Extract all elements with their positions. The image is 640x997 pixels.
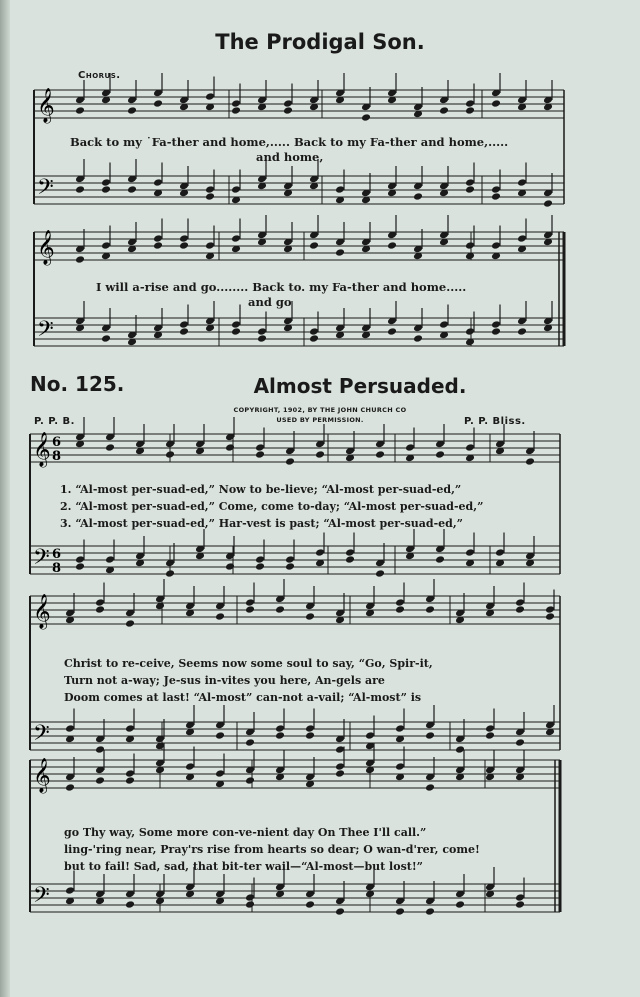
notehead — [515, 738, 525, 747]
hymn1-title: The Prodigal Son. — [215, 30, 425, 54]
svg-text:𝄢: 𝄢 — [33, 721, 50, 751]
notehead — [205, 192, 215, 201]
svg-text:𝄢: 𝄢 — [33, 883, 50, 913]
notehead — [387, 327, 397, 336]
notehead — [283, 106, 293, 115]
verse3-line2: Doom comes at last! “Al-most” can-not a-vail; “Al-most” is — [64, 691, 422, 704]
svg-text:𝄞: 𝄞 — [33, 432, 51, 467]
notehead — [425, 907, 435, 916]
verse2-line3: ling-'ring near, Pray'rs rise from hearts so dear; O wan-d'rer, come! — [64, 843, 480, 856]
notehead — [525, 457, 535, 466]
notehead — [465, 185, 475, 194]
notehead — [75, 185, 85, 194]
notehead — [153, 99, 163, 108]
hymn1-lyrics-line2-alt: and go — [248, 295, 292, 309]
notehead — [425, 605, 435, 614]
notehead — [375, 569, 385, 578]
notehead — [165, 569, 175, 578]
notehead — [231, 106, 241, 115]
notehead — [387, 241, 397, 250]
notehead — [231, 327, 241, 336]
notehead — [491, 192, 501, 201]
verse1-line1: 1. “Al-most per-suad-ed,” Now to be-lieve; “Al-most per-suad-ed,” — [60, 483, 462, 496]
notehead — [491, 327, 501, 336]
verse3-line3: but to fail! Sad, sad, that bit-ter wail—“Al-most—but lost!” — [64, 860, 423, 873]
notehead — [245, 738, 255, 747]
notehead — [309, 241, 319, 250]
notehead — [153, 241, 163, 250]
svg-text:𝄞: 𝄞 — [37, 230, 55, 265]
notehead — [309, 334, 319, 343]
notehead — [125, 900, 135, 909]
verse1-line3: go Thy way, Some more con-ve-nient day On Thee I'll call.” — [64, 826, 427, 839]
svg-text:6: 6 — [52, 435, 62, 450]
notehead — [125, 619, 135, 628]
notehead — [455, 900, 465, 909]
notehead — [515, 900, 525, 909]
notehead — [305, 731, 315, 740]
notehead — [413, 192, 423, 201]
svg-text:𝄞: 𝄞 — [37, 88, 55, 123]
notehead — [335, 248, 345, 257]
copyright-line2: USED BY PERMISSION. — [276, 416, 364, 424]
hymn2-composer-right: P. P. Bliss. — [464, 416, 526, 427]
notehead — [345, 555, 355, 564]
notehead — [285, 457, 295, 466]
svg-text:𝄢: 𝄢 — [33, 545, 50, 575]
notehead — [101, 334, 111, 343]
system-4 — [30, 594, 560, 751]
notehead — [255, 562, 265, 571]
svg-text:𝄞: 𝄞 — [33, 758, 51, 793]
notehead — [255, 450, 265, 459]
notehead — [305, 612, 315, 621]
hymn1-lyrics-line2: I will a-rise and go........ Back to. my Fa-ther and home..... — [96, 280, 467, 294]
notehead — [179, 241, 189, 250]
notehead — [335, 769, 345, 778]
notehead — [245, 605, 255, 614]
svg-text:𝄞: 𝄞 — [33, 594, 51, 629]
notehead — [425, 783, 435, 792]
copyright-line1: COPYRIGHT, 1902, BY THE JOHN CHURCH CO — [233, 406, 407, 414]
notehead — [285, 562, 295, 571]
notehead — [95, 776, 105, 785]
svg-text:8: 8 — [52, 561, 62, 576]
notehead — [465, 106, 475, 115]
hymn2-number: No. 125. — [30, 372, 125, 396]
notehead — [75, 562, 85, 571]
notehead — [105, 443, 115, 452]
notehead — [257, 334, 267, 343]
notehead — [425, 731, 435, 740]
verse2-line1: 2. “Al-most per-suad-ed,” Come, come to-day; “Al-most per-suad-ed,” — [60, 500, 484, 513]
hymn2-composer-left: P. P. B. — [34, 416, 75, 427]
notehead — [545, 612, 555, 621]
notehead — [215, 612, 225, 621]
svg-text:𝄢: 𝄢 — [37, 175, 54, 205]
svg-text:𝄢: 𝄢 — [37, 317, 54, 347]
notehead — [95, 605, 105, 614]
svg-text:8: 8 — [52, 449, 62, 464]
notehead — [335, 907, 345, 916]
notehead — [375, 450, 385, 459]
notehead — [215, 731, 225, 740]
notehead — [179, 327, 189, 336]
notehead — [275, 731, 285, 740]
notehead — [245, 776, 255, 785]
notehead — [65, 783, 75, 792]
notehead — [275, 605, 285, 614]
svg-text:6: 6 — [52, 547, 62, 562]
notehead — [543, 199, 553, 208]
notehead — [125, 776, 135, 785]
notehead — [165, 450, 175, 459]
hymn2-title: Almost Persuaded. — [253, 374, 467, 398]
notehead — [75, 106, 85, 115]
notehead — [315, 450, 325, 459]
notehead — [395, 605, 405, 614]
notehead — [517, 327, 527, 336]
hymn1-lyrics-line1-alt: and home, — [256, 150, 324, 164]
notehead — [245, 900, 255, 909]
notehead — [127, 185, 137, 194]
notehead — [435, 450, 445, 459]
verse2-line2: Turn not a-way; Je-sus in-vites you here, An-gels are — [64, 674, 385, 687]
chorus-label: Chorus. — [78, 70, 121, 81]
verse3-line1: 3. “Al-most per-suad-ed,” Har-vest is past; “Al-most per-suad-ed,” — [60, 517, 463, 530]
hymn1-lyrics-line1: Back to my ˙Fa-ther and home,..... Back to my Fa-ther and home,..... — [70, 135, 509, 149]
notehead — [101, 185, 111, 194]
notehead — [435, 555, 445, 564]
notehead — [413, 334, 423, 343]
verse1-line2: Christ to re-ceive, Seems now some soul to say, “Go, Spir-it, — [64, 657, 433, 670]
notehead — [75, 255, 85, 264]
notehead — [305, 900, 315, 909]
notehead — [127, 106, 137, 115]
notehead — [361, 113, 371, 122]
notehead — [485, 731, 495, 740]
notehead — [515, 605, 525, 614]
notehead — [395, 907, 405, 916]
notehead — [439, 106, 449, 115]
notehead — [491, 99, 501, 108]
